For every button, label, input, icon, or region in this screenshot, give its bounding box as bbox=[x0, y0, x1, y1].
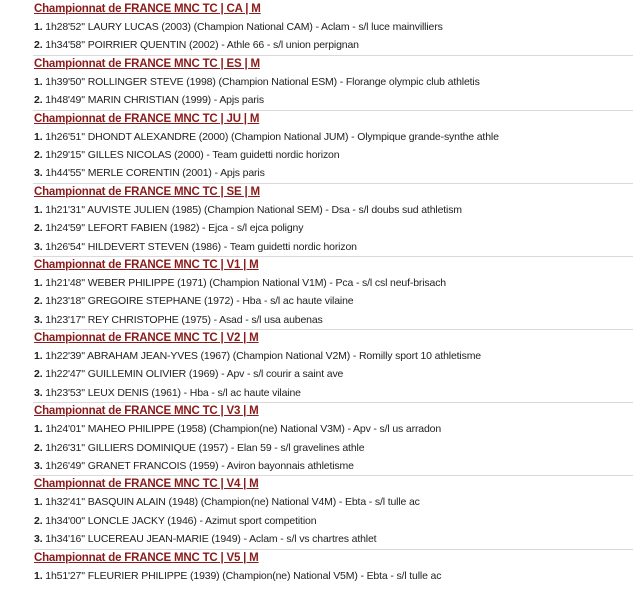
entry-rank: 1. bbox=[34, 276, 43, 289]
result-entry bbox=[34, 493, 634, 511]
entry-rank: 1. bbox=[34, 130, 43, 143]
entry-rank: 2. bbox=[34, 441, 43, 454]
entry-rank: 1. bbox=[34, 569, 43, 582]
entry-rank: 1. bbox=[34, 350, 43, 363]
result-entry bbox=[34, 18, 634, 36]
entry-rank: 1. bbox=[34, 203, 43, 216]
entry-rank: 3. bbox=[34, 167, 43, 180]
result-section bbox=[34, 184, 634, 257]
result-section bbox=[34, 330, 634, 403]
result-entry bbox=[34, 457, 634, 475]
result-entry bbox=[34, 201, 634, 219]
result-entry bbox=[34, 512, 634, 530]
entry-rank: 3. bbox=[34, 460, 43, 473]
section-title-link[interactable]: Championnat de FRANCE MNC TC | V5 | M bbox=[34, 551, 259, 564]
result-entry bbox=[34, 420, 634, 438]
results-list bbox=[34, 1, 634, 585]
entry-rank: 3. bbox=[34, 533, 43, 546]
entry-text: 1h22'39'' ABRAHAM JEAN-YVES (1967) (Champion National V2M) - Romilly sport 10 athletisme bbox=[45, 350, 481, 363]
section-title-link[interactable]: Championnat de FRANCE MNC TC | JU | M bbox=[34, 112, 260, 125]
result-section bbox=[34, 257, 634, 330]
result-entry bbox=[34, 311, 634, 329]
entry-text: 1h26'54'' HILDEVERT STEVEN (1986) - Team guidetti nordic horizon bbox=[45, 240, 357, 253]
result-entry bbox=[34, 91, 634, 109]
entry-rank: 2. bbox=[34, 368, 43, 381]
entry-rank: 2. bbox=[34, 295, 43, 308]
entry-text: 1h24'59'' LEFORT FABIEN (1982) - Ejca - s/l ejca poligny bbox=[45, 222, 304, 235]
result-section bbox=[34, 476, 634, 549]
section-title-link[interactable]: Championnat de FRANCE MNC TC | V1 | M bbox=[34, 258, 259, 271]
entry-rank: 1. bbox=[34, 75, 43, 88]
entry-text: 1h34'00'' LONCLE JACKY (1946) - Azimut sport competition bbox=[45, 514, 317, 527]
entry-text: 1h21'48'' WEBER PHILIPPE (1971) (Champion National V1M) - Pca - s/l csl neuf-brisach bbox=[45, 276, 447, 289]
entry-text: 1h22'47'' GUILLEMIN OLIVIER (1969) - Apv - s/l courir a saint ave bbox=[45, 368, 344, 381]
result-section bbox=[34, 403, 634, 476]
result-section bbox=[34, 111, 634, 184]
section-title-link[interactable]: Championnat de FRANCE MNC TC | V3 | M bbox=[34, 405, 259, 418]
section-title-link[interactable]: Championnat de FRANCE MNC TC | CA | M bbox=[34, 3, 261, 15]
entry-text: 1h34'58'' POIRRIER QUENTIN (2002) - Athle 66 - s/l union perpignan bbox=[45, 39, 359, 52]
result-entry bbox=[34, 274, 634, 292]
result-section bbox=[34, 56, 634, 111]
entry-text: 1h51'27'' FLEURIER PHILIPPE (1939) (Champion(ne) National V5M) - Ebta - s/l tulle ac bbox=[45, 569, 442, 582]
section-title-link[interactable]: Championnat de FRANCE MNC TC | SE | M bbox=[34, 185, 260, 198]
entry-text: 1h23'17'' REY CHRISTOPHE (1975) - Asad - s/l usa aubenas bbox=[45, 313, 323, 326]
entry-text: 1h48'49'' MARIN CHRISTIAN (1999) - Apjs paris bbox=[45, 94, 264, 107]
entry-rank: 1. bbox=[34, 21, 43, 33]
result-entry bbox=[34, 164, 634, 182]
entry-text: 1h26'31'' GILLIERS DOMINIQUE (1957) - Elan 59 - s/l gravelines athle bbox=[45, 441, 365, 454]
section-title-link[interactable]: Championnat de FRANCE MNC TC | ES | M bbox=[34, 57, 260, 70]
entry-rank: 3. bbox=[34, 240, 43, 253]
result-entry bbox=[34, 128, 634, 146]
result-entry bbox=[34, 219, 634, 237]
entry-rank: 1. bbox=[34, 496, 43, 509]
result-section bbox=[34, 1, 634, 56]
entry-text: 1h44'55'' MERLE CORENTIN (2001) - Apjs paris bbox=[45, 167, 265, 180]
entry-text: 1h34'16'' LUCEREAU JEAN-MARIE (1949) - Aclam - s/l vs chartres athlet bbox=[45, 533, 377, 546]
result-entry bbox=[34, 365, 634, 383]
result-section bbox=[34, 550, 634, 585]
entry-text: 1h26'51'' DHONDT ALEXANDRE (2000) (Champion National JUM) - Olympique grande-synthe athle bbox=[45, 130, 499, 143]
entry-rank: 3. bbox=[34, 386, 43, 399]
result-entry bbox=[34, 292, 634, 310]
result-entry bbox=[34, 36, 634, 54]
entry-text: 1h21'31'' AUVISTE JULIEN (1985) (Champion National SEM) - Dsa - s/l doubs sud athletism bbox=[45, 203, 462, 216]
entry-rank: 3. bbox=[34, 313, 43, 326]
section-title-link[interactable]: Championnat de FRANCE MNC TC | V4 | M bbox=[34, 478, 259, 491]
entry-text: 1h29'15'' GILLES NICOLAS (2000) - Team guidetti nordic horizon bbox=[45, 148, 340, 161]
result-entry bbox=[34, 384, 634, 402]
entry-text: 1h26'49'' GRANET FRANCOIS (1959) - Aviron bayonnais athletisme bbox=[45, 460, 354, 473]
result-entry bbox=[34, 439, 634, 457]
result-entry bbox=[34, 238, 634, 256]
result-entry bbox=[34, 530, 634, 548]
entry-text: 1h39'50'' ROLLINGER STEVE (1998) (Champion National ESM) - Florange olympic club athletis bbox=[45, 75, 480, 88]
result-entry bbox=[34, 146, 634, 164]
entry-rank: 2. bbox=[34, 222, 43, 235]
entry-rank: 2. bbox=[34, 148, 43, 161]
entry-text: 1h32'41'' BASQUIN ALAIN (1948) (Champion(ne) National V4M) - Ebta - s/l tulle ac bbox=[45, 496, 420, 509]
result-entry bbox=[34, 567, 634, 585]
entry-rank: 1. bbox=[34, 423, 43, 436]
entry-rank: 2. bbox=[34, 514, 43, 527]
entry-text: 1h28'52'' LAURY LUCAS (2003) (Champion National CAM) - Aclam - s/l luce mainvilliers bbox=[45, 21, 443, 33]
entry-text: 1h23'18'' GREGOIRE STEPHANE (1972) - Hba - s/l ac haute vilaine bbox=[45, 295, 354, 308]
entry-text: 1h24'01'' MAHEO PHILIPPE (1958) (Champion(ne) National V3M) - Apv - s/l us arradon bbox=[45, 423, 442, 436]
result-entry bbox=[34, 347, 634, 365]
entry-text: 1h23'53'' LEUX DENIS (1961) - Hba - s/l ac haute vilaine bbox=[45, 386, 301, 399]
result-entry bbox=[34, 73, 634, 91]
entry-rank: 2. bbox=[34, 94, 43, 107]
entry-rank: 2. bbox=[34, 39, 43, 52]
section-title-link[interactable]: Championnat de FRANCE MNC TC | V2 | M bbox=[34, 332, 259, 345]
